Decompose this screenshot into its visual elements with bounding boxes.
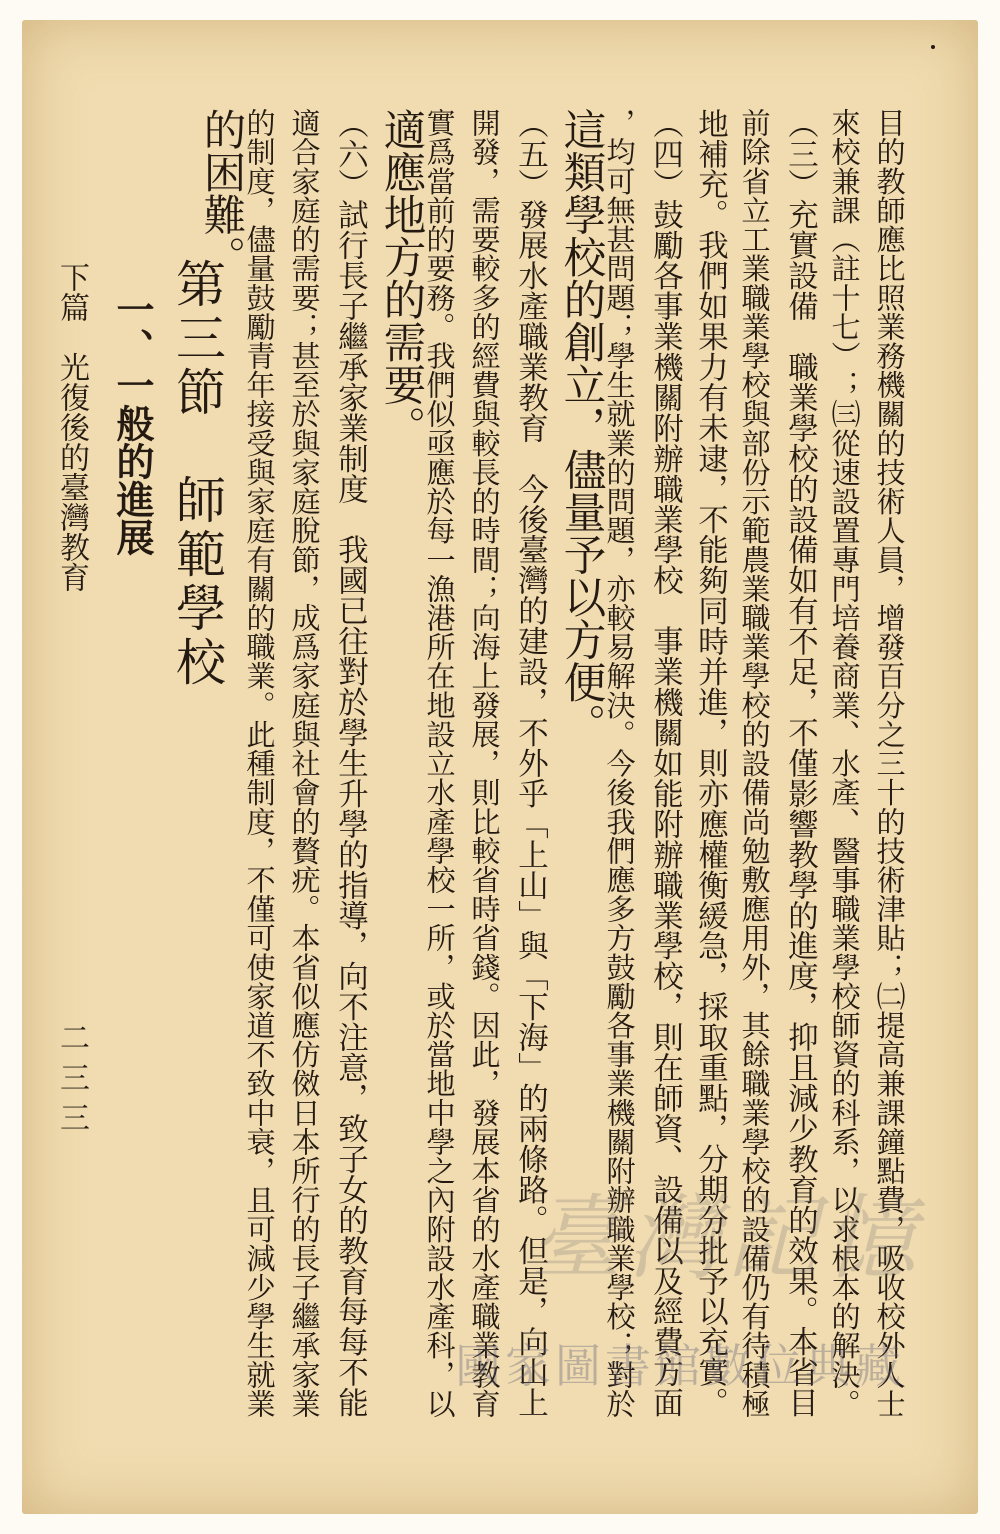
text-column: 前除省立工業職業學校與部份示範農業職業學校的設備尚勉敷應用外，其餘職業學校的設備仍有待積極 [737,108,772,1418]
page-number: 二三三 [54,1022,89,1142]
text-column: 的制度，儘量鼓勵青年接受與家庭有關的職業。此種制度，不僅可使家道不致中衰，且可減少學生就業 [242,108,277,1418]
text-column: 這類學校的創立，儘量予以方便。 [556,108,606,746]
text-column: （三）充實設備 職業學校的設備如有不足，不僅影響教學的進度，抑且減少教育的效果。本省目 [782,108,818,1418]
text-column: 來校兼課（註十七）；㈢從速設置專門培養商業、水產、醫事職業學校師資的科系，以求根本的解決。 [827,108,862,1418]
text-column: 地補充。我們如果力有未逮，不能夠同時并進，則亦應權衡緩急，採取重點，分期分批予以充實。 [692,108,728,1418]
watermark-logo: 臺灣記憶 [530,1185,923,1292]
text-column: 適合家庭的需要；甚至於與家庭脫節，成爲家庭與社會的贅疣。本省似應仿傚日本所行的長子繼承家業 [287,108,322,1418]
text-column: 的困難。 [196,108,246,278]
text-column: 目的教師應比照業務機關的技術人員，增發百分之三十的技術津貼；㈡提高兼課鐘點費，吸收校外人士 [872,108,907,1418]
text-column: （四）鼓勵各事業機關附辦職業學校 事業機關如能附辦職業學校，則在師資、設備以及經費方面 [647,108,683,1418]
text-column: （五）發展水產職業教育 今後臺灣的建設，不外乎「上山」與「下海」的兩條路。但是，向山上 [512,108,548,1418]
page-mark [931,45,935,49]
subheading: 一、一般的進展 [110,290,155,556]
text-column: 適應地方的需要。 [376,108,426,448]
text-column: ，均可無甚問題；學生就業的問題，亦較易解決。今後我們應多方鼓勵各事業機關附辦職業學校；對於 [602,108,637,1418]
text-column: 開發，需要較多的經費與較長的時間；向海上發展，則比較省時省錢。因此，發展本省的水產職業教育 [467,108,502,1418]
text-column: （六）試行長子繼承家業制度 我國已往對於學生升學的指導，向不注意，致子女的教育每每不能 [332,108,368,1418]
watermark-text: 國家圖書館數位典藏 [455,1339,905,1393]
text-column: 實爲當前的要務。我們似亟應於每一漁港所在地設立水產學校一所，或於當地中學之內附設水產科，以 [422,108,457,1418]
section-heading: 第三節 師範學校 [168,258,226,690]
running-footer: 下篇 光復後的臺灣教育 [54,262,89,592]
